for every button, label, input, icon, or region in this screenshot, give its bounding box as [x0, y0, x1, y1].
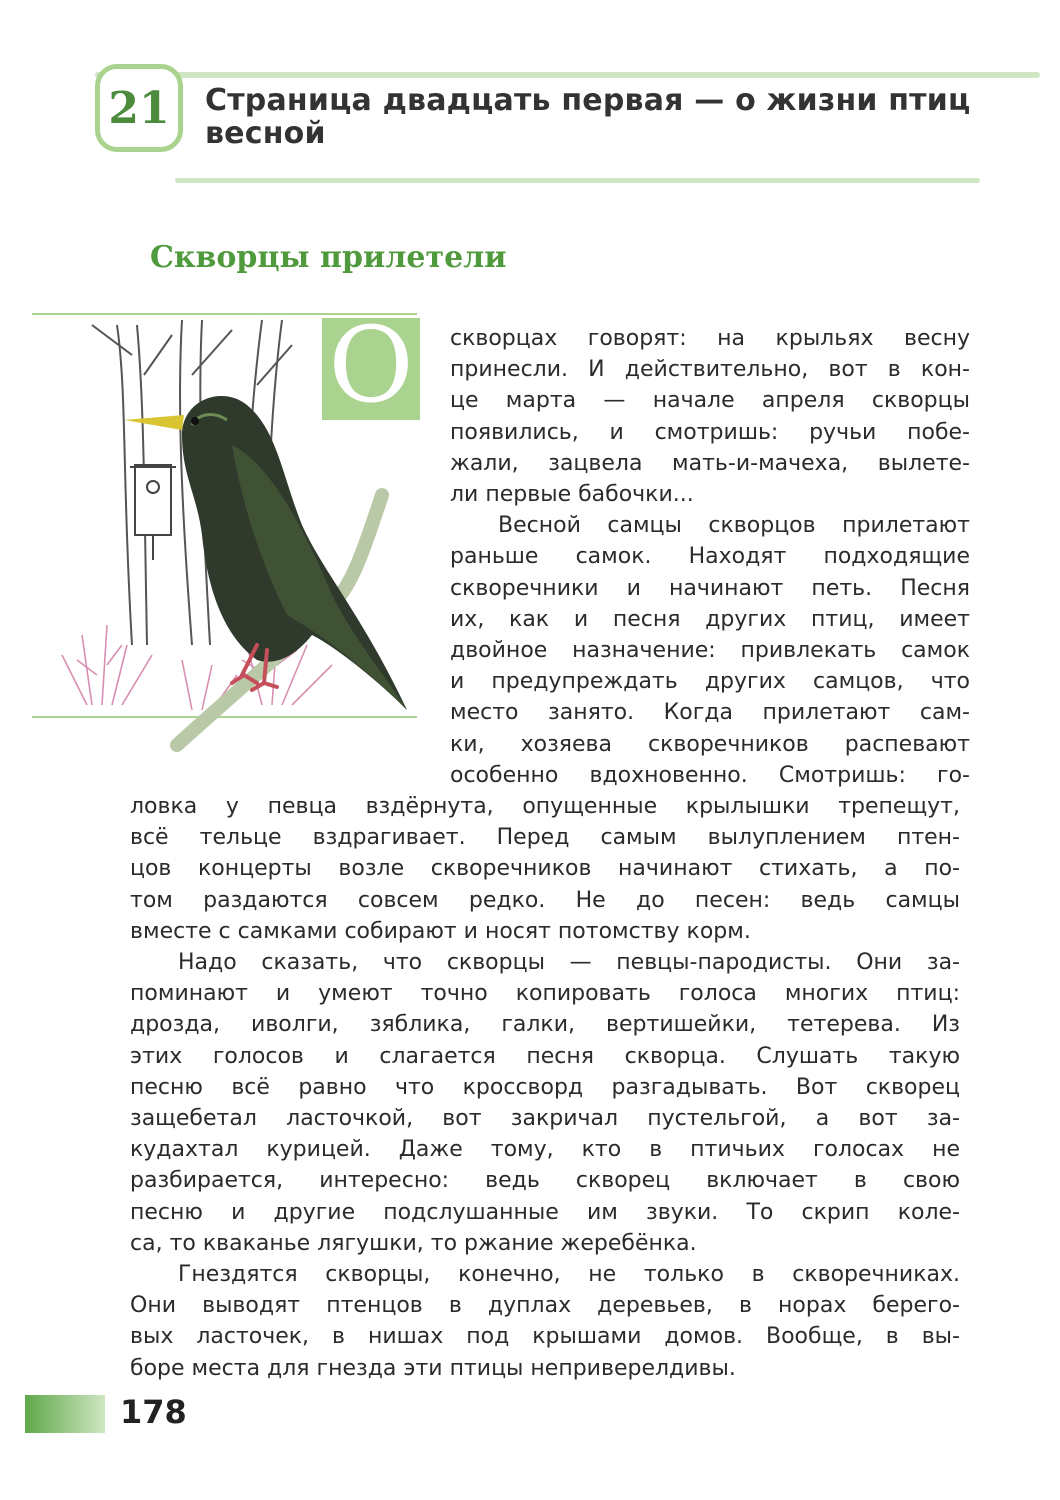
text-line: всё тельце вздрагивает. Перед самым вылуплением птен-	[130, 825, 960, 851]
text-line: ки, хозяева скворечников распевают	[450, 731, 970, 757]
text-line: ли первые бабочки...	[450, 482, 694, 507]
text-line: Гнездятся скворцы, конечно, не только в скворечниках.	[178, 1262, 960, 1287]
chapter-number: 21	[108, 82, 170, 134]
text-line: принесли. И действительно, вот в кон-	[450, 357, 970, 383]
text-line: скворечники и начинают петь. Песня	[450, 575, 970, 601]
text-line: их, как и песня других птиц, имеет	[450, 606, 970, 632]
text-line: Надо сказать, что скворцы — певцы-пародисты. Они за-	[178, 950, 960, 975]
dropcap	[322, 304, 420, 426]
text-line: Они выводят птенцов в дуплах деревьев, в норах берего-	[130, 1293, 960, 1319]
text-line: и предупреждать других самцов, что	[450, 669, 970, 695]
text-line: боре места для гнезда эти птицы неприверелдивы.	[130, 1355, 736, 1381]
text-line: том раздаются совсем редко. Не до песен: ведь самцы	[130, 887, 960, 913]
text-line: поминают и умеют точно копировать голоса многих птиц:	[130, 981, 960, 1007]
page-number: 178	[120, 1393, 187, 1431]
text-line: вых ласточек, в нишах под крышами домов. Вообще, в вы-	[130, 1324, 960, 1350]
text-line: цов концерты возле скворечников начинают стихать, а по-	[130, 856, 960, 882]
text-line: защебетал ласточкой, вот закричал пустельгой, а вот за-	[130, 1106, 960, 1131]
text-line: ловка у певца вздёрнута, опущенные крылышки трепещут,	[130, 794, 960, 819]
page-title: Страница двадцать первая — о жизни птиц весной	[205, 83, 971, 151]
page-number-bar	[25, 1395, 105, 1433]
text-line: са, то кваканье лягушки, то ржание жеребёнка.	[130, 1230, 697, 1256]
text-line: скворцах говорят: на крыльях весну	[450, 326, 970, 351]
header-rule-top	[95, 72, 1040, 78]
text-line: Весной самцы скворцов прилетают	[498, 513, 970, 539]
dropcap-letter: О	[328, 304, 414, 426]
text-line: разбирается, интересно: ведь скворец включает в свою	[130, 1168, 960, 1194]
text-line: жали, зацвела мать-и-мачеха, вылете-	[450, 450, 970, 476]
text-line: це марта — начале апреля скворцы	[450, 388, 970, 414]
text-line: появились, и смотришь: ручьи побе-	[450, 419, 970, 445]
chapter-badge	[95, 64, 183, 152]
birdhouse-icon	[130, 465, 176, 560]
text-line: двойное назначение: привлекать самок	[450, 638, 970, 663]
text-line: кудахтал курицей. Даже тому, кто в птичьих голосах не	[130, 1137, 960, 1163]
text-line: песню и другие подслушанные им звуки. То скрип коле-	[130, 1199, 960, 1225]
text-line: место занято. Когда прилетают сам-	[450, 700, 970, 726]
text-line: этих голосов и слагается песня скворца. Слушать такую	[130, 1043, 960, 1069]
header-rule-bottom	[175, 178, 980, 183]
text-line: дрозда, иволги, зяблика, галки, вертишейки, тетерева. Из	[130, 1012, 960, 1038]
text-line: раньше самок. Находят подходящие	[450, 544, 970, 570]
text-line: особенно вдохновенно. Смотришь: го-	[450, 762, 970, 788]
text-line: вместе с самками собирают и носят потомству корм.	[130, 918, 751, 944]
text-line: песню всё равно что кроссворд разгадывать. Вот скворец	[130, 1074, 960, 1100]
section-title: Скворцы прилетели	[150, 240, 507, 275]
